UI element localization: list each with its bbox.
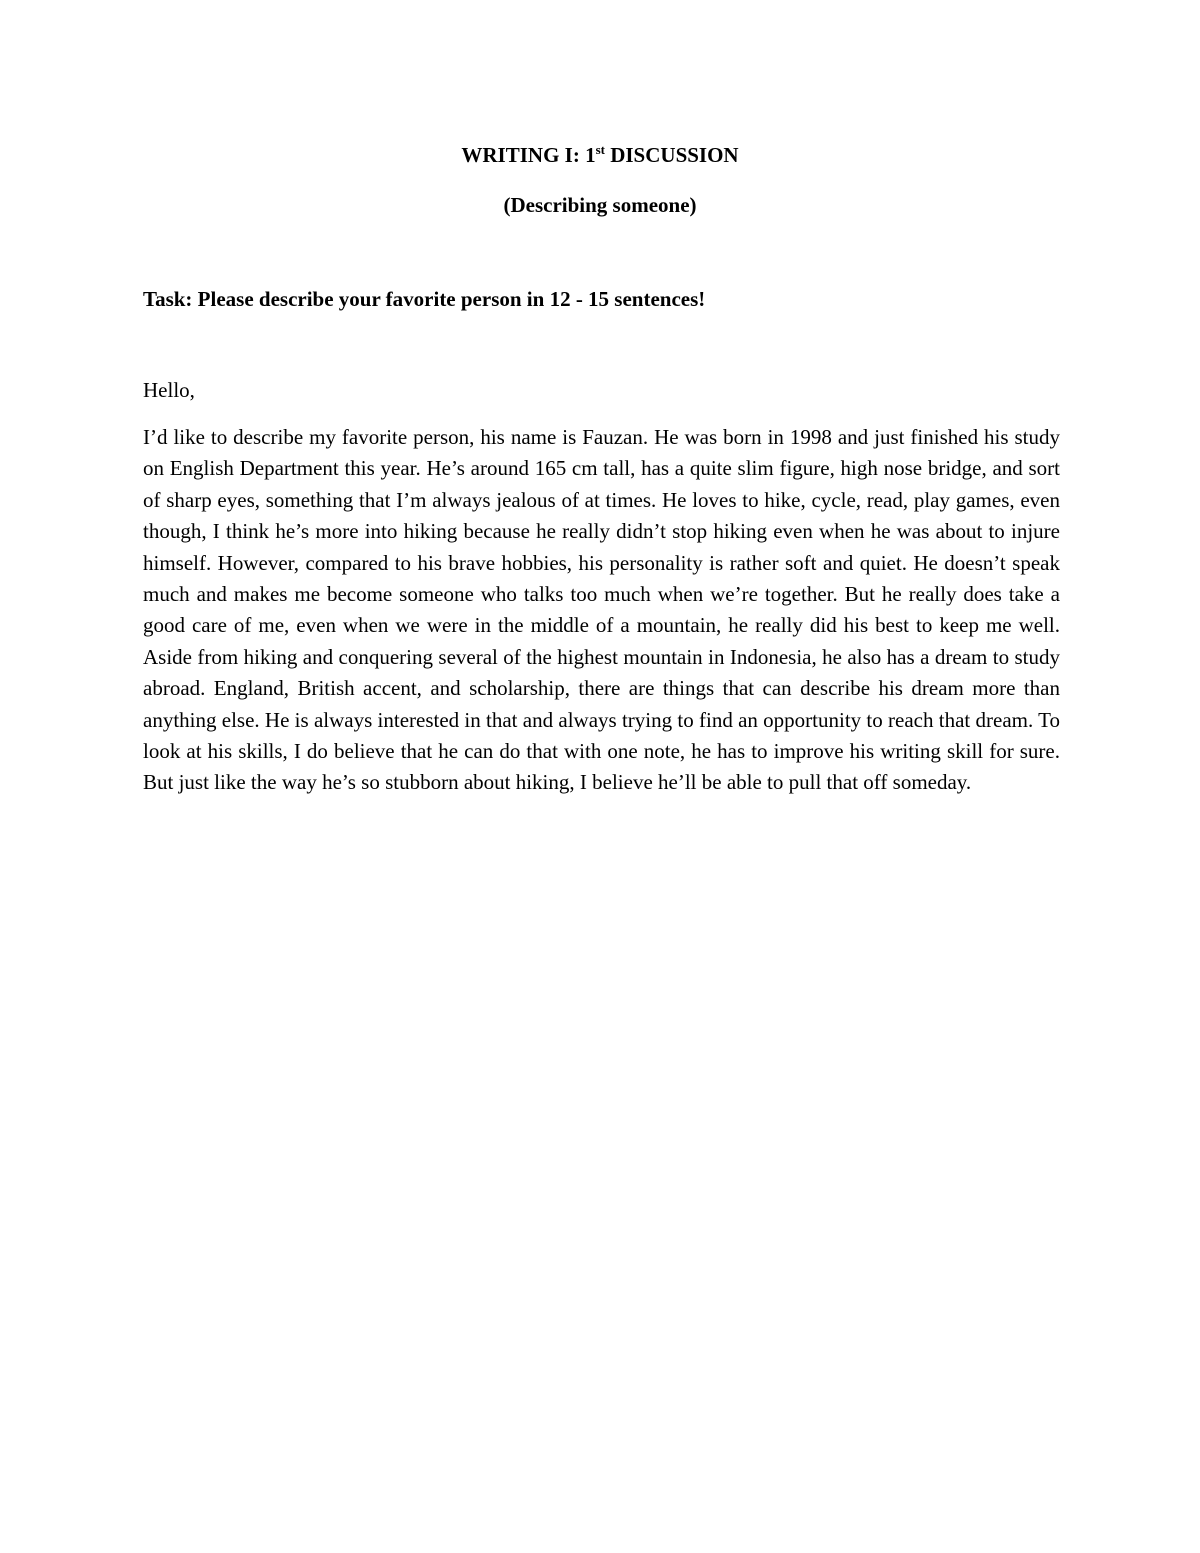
document-subtitle: (Describing someone) <box>503 193 697 217</box>
document-title <box>0 141 1200 169</box>
title-main: WRITING I: 1 <box>461 143 596 167</box>
title-superscript: st <box>595 142 605 157</box>
task-instruction: Task: Please describe your favorite person in 12 - 15 sentences! <box>143 287 706 311</box>
body-paragraph: I’d like to describe my favorite person, his name is Fauzan. He was born in 1998 and just finished his study on English Department this year. He’s around 165 cm tall, has a quite slim figure, high nose bridge, and sort of sharp eyes, something that I’m always jealous of at times. He loves to hike, cycle, read, play games, even though, I think he’s more into hiking because he really didn’t stop hiking even when he was about to injure himself. However, compared to his brave hobbies, his personality is rather soft and quiet. He doesn’t speak much and makes me become someone who talks too much when we’re together. But he really does take a good care of me, even when we were in the middle of a mountain, he really did his best to keep me well. Aside from hiking and conquering several of the highest mountain in Indonesia, he also has a dream to study abroad. England, British accent, and scholarship, there are things that can describe his dream more than anything else. He is always interested in that and always trying to find an opportunity to reach that dream. To look at his skills, I do believe that he can do that with one note, he has to improve his writing skill for sure. But just like the way he’s so stubborn about hiking, I believe he’ll be able to pull that off someday. <box>143 425 1060 795</box>
greeting: Hello, <box>143 378 195 402</box>
title-rest: DISCUSSION <box>604 143 739 167</box>
